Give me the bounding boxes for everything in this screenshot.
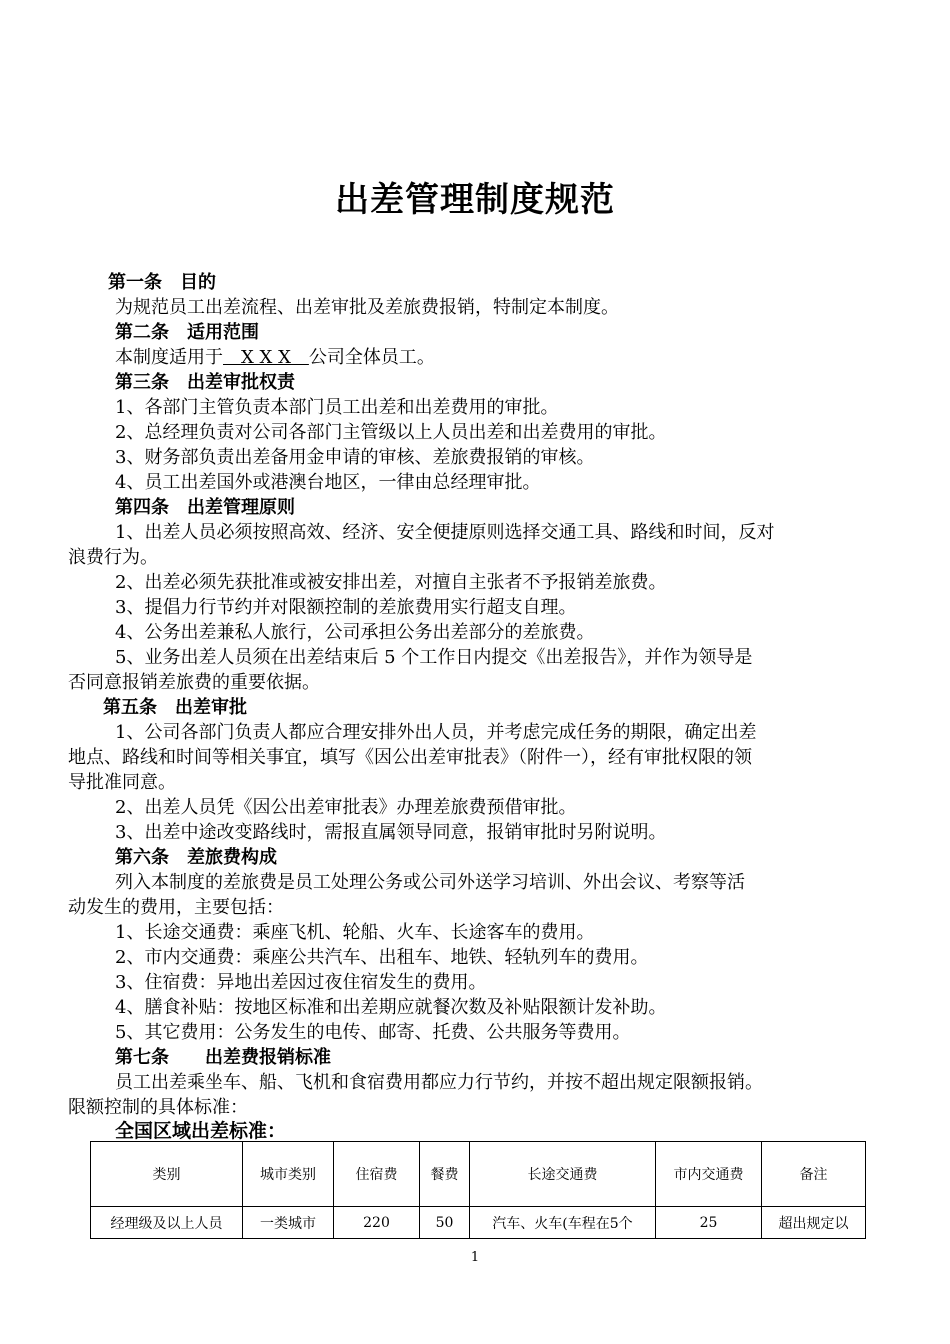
table-header-cell: 餐费 xyxy=(420,1142,470,1207)
table-header-cell: 住宿费 xyxy=(334,1142,420,1207)
article-5-item: 2、出差人员凭《因公出差审批表》办理差旅费预借审批。 xyxy=(115,797,577,818)
article-4-item: 2、出差必须先获批准或被安排出差，对擅自主张者不予报销差旅费。 xyxy=(115,572,667,593)
table-cell: 50 xyxy=(420,1207,470,1239)
page-number: 1 xyxy=(470,1250,480,1265)
article-3-item: 4、员工出差国外或港澳台地区，一律由总经理审批。 xyxy=(115,472,541,493)
article-5-heading: 第五条 出差审批 xyxy=(103,697,247,718)
article-6-intro: 列入本制度的差旅费是员工处理公务或公司外送学习培训、外出会议、考察等活 xyxy=(115,872,745,893)
national-standard-subheading: 全国区域出差标准： xyxy=(115,1120,287,1142)
article-6-item: 3、住宿费：异地出差因过夜住宿发生的费用。 xyxy=(115,972,487,993)
table-row xyxy=(91,1207,866,1239)
article-2-text: 本制度适用于 X X X 公司全体员工。 xyxy=(115,347,435,368)
article-4-item: 1、出差人员必须按照高效、经济、安全便捷原则选择交通工具、路线和时间，反对 xyxy=(115,522,775,543)
travel-standard-table xyxy=(90,1141,866,1239)
article-6-item: 4、膳食补贴：按地区标准和出差期应就餐次数及补贴限额计发补助。 xyxy=(115,997,667,1018)
table-cell: 220 xyxy=(334,1207,420,1239)
document-title: 出差管理制度规范 xyxy=(335,180,615,220)
article-1-heading: 第一条 目的 xyxy=(108,272,216,293)
article-7-heading: 第七条 出差费报销标准 xyxy=(115,1047,331,1068)
article-4-item: 5、业务出差人员须在出差结束后 5 个工作日内提交《出差报告》，并作为领导是 xyxy=(115,647,753,668)
table-header-cell: 长途交通费 xyxy=(470,1142,656,1207)
article-4-item-cont: 浪费行为。 xyxy=(68,547,158,568)
article-3-item: 1、各部门主管负责本部门员工出差和出差费用的审批。 xyxy=(115,397,559,418)
article-4-item: 3、提倡力行节约并对限额控制的差旅费用实行超支自理。 xyxy=(115,597,577,618)
table-cell: 汽车、火车(车程在5个 xyxy=(470,1207,656,1239)
article-2-heading: 第二条 适用范围 xyxy=(115,322,259,343)
table-header-cell: 城市类别 xyxy=(243,1142,334,1207)
table-cell: 经理级及以上人员 xyxy=(91,1207,243,1239)
article-6-item: 5、其它费用：公务发生的电传、邮寄、托费、公共服务等费用。 xyxy=(115,1022,631,1043)
table-cell: 超出规定以 xyxy=(762,1207,866,1239)
article-5-item: 1、公司各部门负责人都应合理安排外出人员，并考虑完成任务的期限，确定出差 xyxy=(115,722,757,743)
table-header-cell: 类别 xyxy=(91,1142,243,1207)
table-header-cell: 备注 xyxy=(762,1142,866,1207)
table-cell: 25 xyxy=(656,1207,762,1239)
article-3-item: 3、财务部负责出差备用金申请的审核、差旅费报销的审核。 xyxy=(115,447,595,468)
article-7-text: 员工出差乘坐车、船、飞机和食宿费用都应力行节约，并按不超出规定限额报销。 xyxy=(115,1072,763,1093)
article-6-item: 1、长途交通费：乘座飞机、轮船、火车、长途客车的费用。 xyxy=(115,922,595,943)
article-5-item-cont: 地点、路线和时间等相关事宜，填写《因公出差审批表》（附件一），经有审批权限的领 xyxy=(68,747,752,768)
article-7-text-cont: 限额控制的具体标准： xyxy=(68,1097,248,1118)
table-header-row xyxy=(91,1142,866,1207)
article-6-item: 2、市内交通费：乘座公共汽车、出租车、地铁、轻轨列车的费用。 xyxy=(115,947,649,968)
article-3-heading: 第三条 出差审批权责 xyxy=(115,372,295,393)
article-5-item: 3、出差中途改变路线时，需报直属领导同意，报销审批时另附说明。 xyxy=(115,822,667,843)
article-5-item-cont: 导批准同意。 xyxy=(68,772,176,793)
article-4-item: 4、公务出差兼私人旅行，公司承担公务出差部分的差旅费。 xyxy=(115,622,595,643)
article-4-heading: 第四条 出差管理原则 xyxy=(115,497,295,518)
article-6-heading: 第六条 差旅费构成 xyxy=(115,847,277,868)
article-4-item-cont: 否同意报销差旅费的重要依据。 xyxy=(68,672,320,693)
company-name-blank: X X X xyxy=(223,347,309,368)
table-cell: 一类城市 xyxy=(243,1207,334,1239)
article-3-item: 2、总经理负责对公司各部门主管级以上人员出差和出差费用的审批。 xyxy=(115,422,667,443)
article-6-intro-cont: 动发生的费用，主要包括： xyxy=(68,897,284,918)
table-header-cell: 市内交通费 xyxy=(656,1142,762,1207)
article-1-text: 为规范员工出差流程、出差审批及差旅费报销，特制定本制度。 xyxy=(115,297,619,318)
